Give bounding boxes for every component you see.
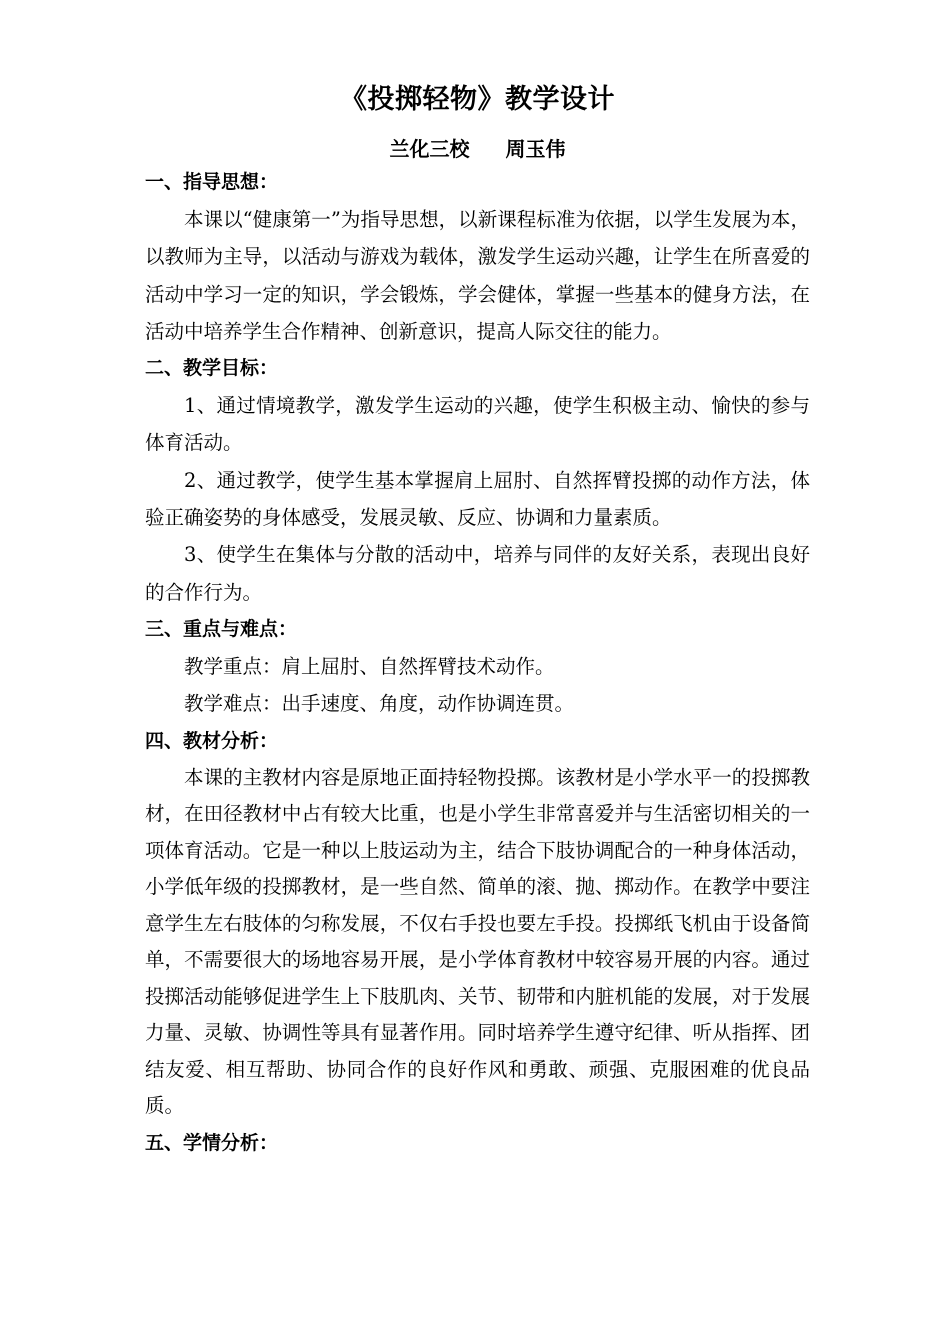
school-name: 兰化三校 <box>389 137 470 161</box>
section-key-points <box>145 611 810 723</box>
section-student-analysis <box>145 1125 810 1162</box>
paragraph: 教学难点：出手速度、角度，动作协调连贯。 <box>184 692 575 716</box>
section-guiding-thought <box>145 164 810 350</box>
paragraph: 教学重点：肩上屈肘、自然挥臂技术动作。 <box>184 654 555 678</box>
section-teaching-goals <box>145 350 810 611</box>
document-body <box>145 82 810 1162</box>
section-heading: 四、教材分析： <box>145 729 279 752</box>
paragraph: 1、通过情境教学，激发学生运动的兴趣，使学生积极主动、愉快的参与体育活动。 <box>145 394 810 455</box>
section-heading: 五、学情分析： <box>145 1131 279 1154</box>
page-title: 《投掷轻物》教学设计 <box>340 84 615 115</box>
paragraph: 3、使学生在集体与分散的活动中，培养与同伴的友好关系，表现出良好的合作行为。 <box>145 543 810 604</box>
section-material-analysis <box>145 723 810 1125</box>
section-heading: 一、指导思想： <box>145 171 279 193</box>
paragraph: 本课的主教材内容是原地正面持轻物投掷。该教材是小学水平一的投掷教材，在田径教材中占有较大比重，也是小学生非常喜爱并与生活密切相关的一项体育活动。它是一种以上肢运动为主，结合下肢协调配合的一种身体活动，小学低年级的投掷教材，是一些自然、简单的滚、抛、掷动作。在教学中要注意学生左右肢体的匀称发展，不仅右手投也要左手投。投掷纸飞机由于设备简单，不需要很大的场地容易开展，是小学体育教材中较容易开展的内容。通过投掷活动能够促进学生上下肢肌肉、关节、韧带和内脏机能的发展，对于发展力量、灵敏、协调性等具有显著作用。同时培养学生遵守纪律、听从指挥、团结友爱、相互帮助、协同合作的良好作风和勇敢、顽强、克服困难的优良品质。 <box>145 765 810 1118</box>
section-heading: 三、重点与难点： <box>145 617 298 640</box>
author-name: 周玉伟 <box>505 137 566 161</box>
byline <box>145 134 810 164</box>
section-heading: 二、教学目标： <box>145 357 279 380</box>
paragraph: 本课以“健康第一”为指导思想，以新课程标准为依据，以学生发展为本，以教师为主导，以活动与游戏为载体，激发学生运动兴趣，让学生在所喜爱的活动中学习一定的知识，学会锻炼，学会健体，掌握一些基本的健身方法，在活动中培养学生合作精神、创新意识，提高人际交往的能力。 <box>145 208 810 343</box>
paragraph: 2、通过教学，使学生基本掌握肩上屈肘、自然挥臂投掷的动作方法，体验正确姿势的身体感受，发展灵敏、反应、协调和力量素质。 <box>145 468 810 530</box>
